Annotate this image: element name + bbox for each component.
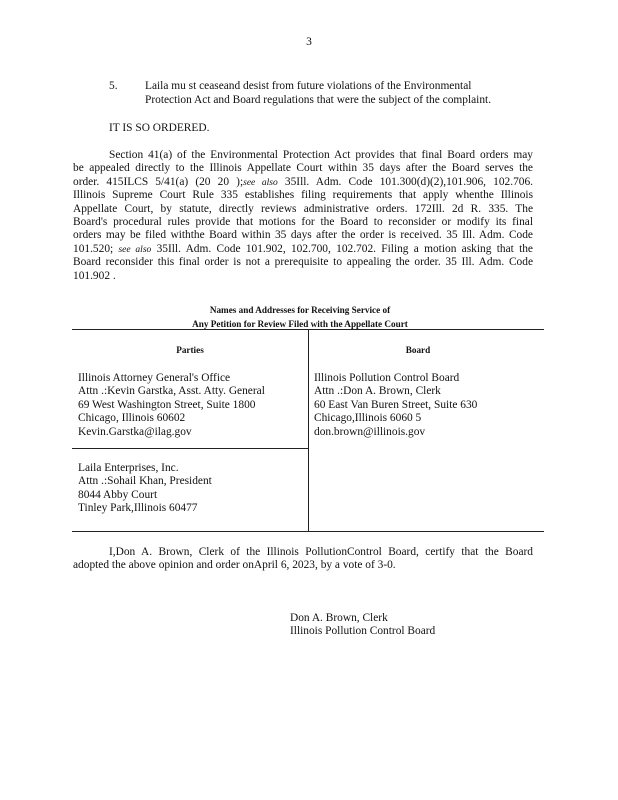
clerk-certification — [73, 546, 533, 573]
citation-text: order. 415ILCS 5/41(a) (20 20 ); — [73, 175, 244, 188]
certification-line: adopted the above opinion and order onApril 6, 2023, by a vote of 3-0. — [73, 559, 396, 572]
paragraph-line: orders may be filed withthe Board within 35 days after the order is received. 35 Ill. Adm. Code — [73, 229, 533, 242]
paragraph-line: Board's procedural rules provide that motions for the Board to reconsider or modify its final — [73, 215, 533, 228]
address-line: 8044 Abby Court — [78, 488, 158, 501]
column-header-parties: Parties — [176, 345, 204, 355]
service-heading-line: Any Petition for Review Filed with the Appellate Court — [192, 319, 408, 329]
signatory-title: Illinois Pollution Control Board — [290, 625, 436, 638]
table-bottom-rule — [72, 531, 544, 532]
address-line: Chicago, Illinois 60602 — [78, 412, 186, 425]
address-line: 69 West Washington Street, Suite 1800 — [78, 398, 256, 411]
paragraph-line: Appellate Court, by statute, directly reviews administrative orders. 172Ill. 2d R. 335. The — [73, 202, 533, 215]
see-also-signal: see also — [118, 244, 152, 255]
email-address: Kevin.Garstka@ilag.gov — [78, 425, 192, 438]
address-line: Attn .:Kevin Garstka, Asst. Atty. General — [78, 385, 265, 398]
signatory-name: Don A. Brown, Clerk — [290, 612, 388, 624]
address-line: Attn .:Sohail Khan, President — [78, 475, 212, 488]
paragraph-line: Section 41(a) of the Environmental Protection Act provides that final Board orders may — [109, 149, 533, 161]
service-heading-line: Names and Addresses for Receiving Service of — [209, 305, 391, 315]
order-item-number: 5. — [109, 80, 118, 92]
certification-line: I,Don A. Brown, Clerk of the Illinois PollutionControl Board, certify that the Board — [109, 546, 533, 558]
address-line: 60 East Van Buren Street, Suite 630 — [314, 398, 478, 411]
order-item-text-line: Protection Act and Board regulations that were the subject of the complaint. — [145, 94, 492, 106]
paragraph-line — [73, 243, 533, 256]
paragraph-line — [73, 176, 533, 189]
column-header-board: Board — [405, 345, 431, 355]
so-ordered-heading: IT IS SO ORDERED. — [109, 122, 210, 134]
table-column-divider — [308, 329, 309, 532]
address-line: Chicago,Illinois 6060 5 — [314, 412, 422, 425]
page-number: 3 — [306, 36, 312, 48]
citation-text: 35Ill. Adm. Code 101.300(d)(2),101.906, 102.706. — [284, 175, 534, 188]
citation-text: 35Ill. Adm. Code 101.902, 102.700, 102.702. Filing a motion asking that the — [156, 242, 533, 255]
table-party-divider — [72, 448, 308, 449]
signature-block — [290, 612, 435, 639]
paragraph-line: Board reconsider this final order is not a prerequisite to appealing the order. 35 Ill. Adm. Code — [73, 256, 533, 269]
service-table-heading — [150, 303, 450, 331]
citation-text: 101.520; — [73, 242, 114, 255]
address-line: Illinois Pollution Control Board — [314, 372, 460, 384]
party-address-block — [78, 372, 265, 439]
address-line: Illinois Attorney General's Office — [78, 372, 231, 384]
address-line: Attn .:Don A. Brown, Clerk — [314, 385, 441, 398]
see-also-signal: see also — [243, 177, 278, 188]
address-line: Tinley Park,Illinois 60477 — [78, 502, 198, 515]
address-line: Laila Enterprises, Inc. — [78, 462, 179, 474]
paragraph-line: Illinois Supreme Court Rule 335 establishes filing requirements that apply whenthe Illinois — [73, 189, 533, 202]
board-address-block — [314, 372, 477, 439]
appeal-paragraph — [73, 149, 533, 283]
party-address-block — [78, 462, 212, 516]
paragraph-line: be appealed directly to the Illinois Appellate Court within 35 days after the Board serves the — [73, 162, 533, 175]
order-item-text-line: Laila mu st ceaseand desist from future violations of the Environmental — [145, 80, 472, 92]
paragraph-line: 101.902 . — [73, 269, 116, 282]
email-address: don.brown@illinois.gov — [314, 425, 426, 438]
